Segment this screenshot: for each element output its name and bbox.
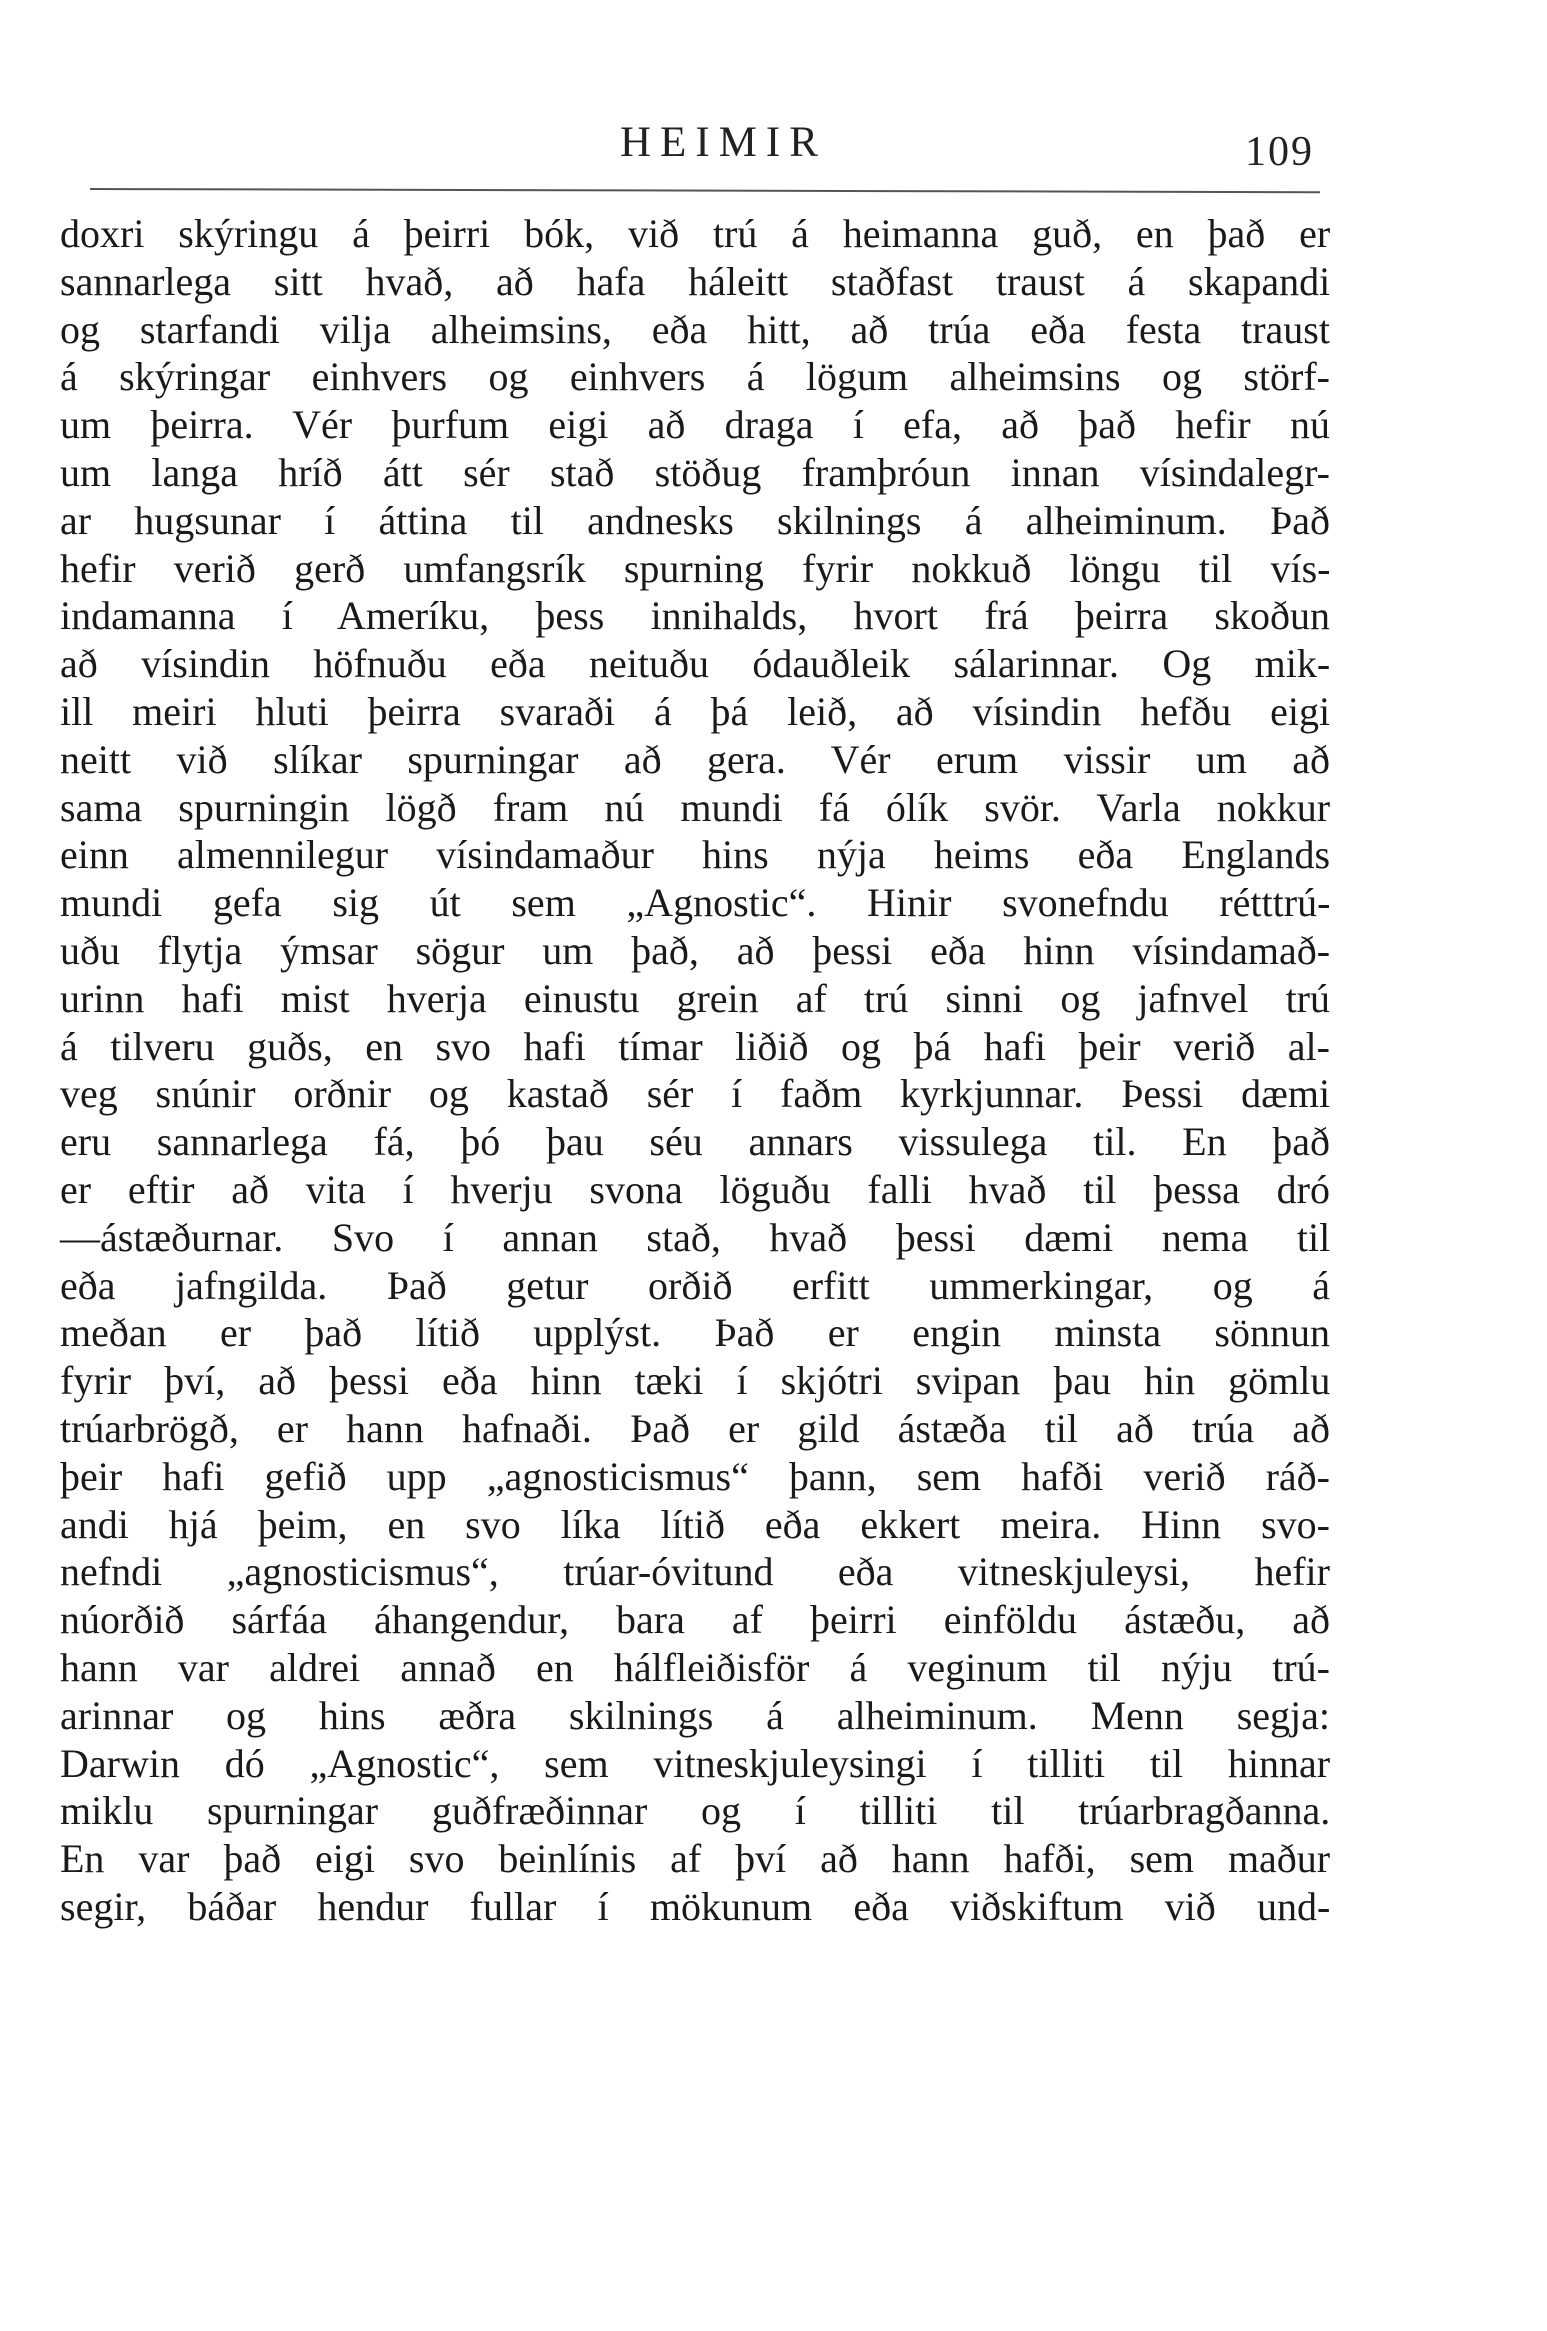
text-line: miklu spurningar guðfræðinnar og í tilliti til trúarbragðanna. xyxy=(60,1788,1331,1834)
text-line: einn almennilegur vísindamaður hins nýja heims eða Englands xyxy=(60,832,1331,878)
text-line: fyrir því, að þessi eða hinn tæki í skjótri svipan þau hin gömlu xyxy=(60,1358,1331,1404)
text-line: að vísindin höfnuðu eða neituðu ódauðleik sálarinnar. Og mik- xyxy=(60,641,1331,687)
text-line: sannarlega sitt hvað, að hafa háleitt staðfast traust á skapandi xyxy=(60,258,1331,304)
text-line: uðu flytja ýmsar sögur um það, að þessi eða hinn vísindamað- xyxy=(60,927,1331,973)
text-line: um langa hríð átt sér stað stöðug framþróun innan vísindalegr- xyxy=(60,449,1330,495)
text-line: hefir verið gerð umfangsrík spurning fyrir nokkuð löngu til vís- xyxy=(60,545,1331,591)
text-line: eða jafngilda. Það getur orðið erfitt ummerkingar, og á xyxy=(60,1262,1330,1308)
text-line: En var það eigi svo beinlínis af því að hann hafði, sem maður xyxy=(60,1836,1331,1882)
text-line: nefndi „agnosticismus“, trúar-óvitund eða vitneskjuleysi, hefir xyxy=(60,1549,1330,1595)
page-number: 109 xyxy=(1245,129,1314,175)
text-line: núorðið sárfáa áhangendur, bara af þeirri einföldu ástæðu, að xyxy=(60,1597,1330,1643)
text-line: og starfandi vilja alheimsins, eða hitt, að trúa eða festa traust xyxy=(60,306,1330,352)
text-line: arinnar og hins æðra skilnings á alheiminum. Menn segja: xyxy=(60,1692,1330,1738)
text-line: mundi gefa sig út sem „Agnostic“. Hinir svonefndu rétttrú- xyxy=(60,880,1331,926)
text-line: segir, báðar hendur fullar í mökunum eða viðskiftum við und- xyxy=(60,1883,1331,1929)
text-line: þeir hafi gefið upp „agnosticismus“ þann, sem hafði verið ráð- xyxy=(60,1453,1330,1499)
header-rule xyxy=(90,188,1320,193)
text-line: sama spurningin lögð fram nú mundi fá ólík svör. Varla nokkur xyxy=(60,784,1331,830)
text-line: hann var aldrei annað en hálfleiðisför á veginum til nýju trú- xyxy=(60,1644,1330,1690)
text-line: er eftir að vita í hverju svona löguðu falli hvað til þessa dró xyxy=(60,1166,1330,1212)
text-line: á tilveru guðs, en svo hafi tímar liðið og þá hafi þeir verið al- xyxy=(60,1023,1330,1069)
text-line: um þeirra. Vér þurfum eigi að draga í efa, að það hefir nú xyxy=(60,402,1330,448)
text-line: eru sannarlega fá, þó þau séu annars vissulega til. En það xyxy=(60,1119,1331,1165)
text-line: Darwin dó „Agnostic“, sem vitneskjuleysingi í tilliti til hinnar xyxy=(60,1740,1331,1786)
text-line: neitt við slíkar spurningar að gera. Vér erum vissir um að xyxy=(60,736,1330,782)
text-line: ar hugsunar í áttina til andnesks skilnings á alheiminum. Það xyxy=(60,497,1330,543)
text-line: andi hjá þeim, en svo líka lítið eða ekkert meira. Hinn svo- xyxy=(60,1501,1330,1547)
body-text xyxy=(60,210,1330,1931)
text-line: ill meiri hluti þeirra svaraði á þá leið, að vísindin hefðu eigi xyxy=(60,688,1331,734)
running-title: HEIMIR xyxy=(620,119,827,166)
text-line: á skýringar einhvers og einhvers á lögum alheimsins og störf- xyxy=(60,354,1330,400)
text-line: —ástæðurnar. Svo í annan stað, hvað þessi dæmi nema til xyxy=(60,1214,1331,1260)
text-line: veg snúnir orðnir og kastað sér í faðm kyrkjunnar. Þessi dæmi xyxy=(60,1071,1331,1117)
text-line: doxri skýringu á þeirri bók, við trú á heimanna guð, en það er xyxy=(60,211,1331,256)
page-header xyxy=(0,0,1547,220)
text-line: indamanna í Ameríku, þess innihalds, hvort frá þeirra skoðun xyxy=(60,593,1330,639)
text-line: trúarbrögð, er hann hafnaði. Það er gild ástæða til að trúa að xyxy=(60,1405,1330,1451)
text-line: meðan er það lítið upplýst. Það er engin minsta sönnun xyxy=(60,1310,1330,1356)
text-line: urinn hafi mist hverja einustu grein af trú sinni og jafnvel trú xyxy=(60,975,1330,1021)
